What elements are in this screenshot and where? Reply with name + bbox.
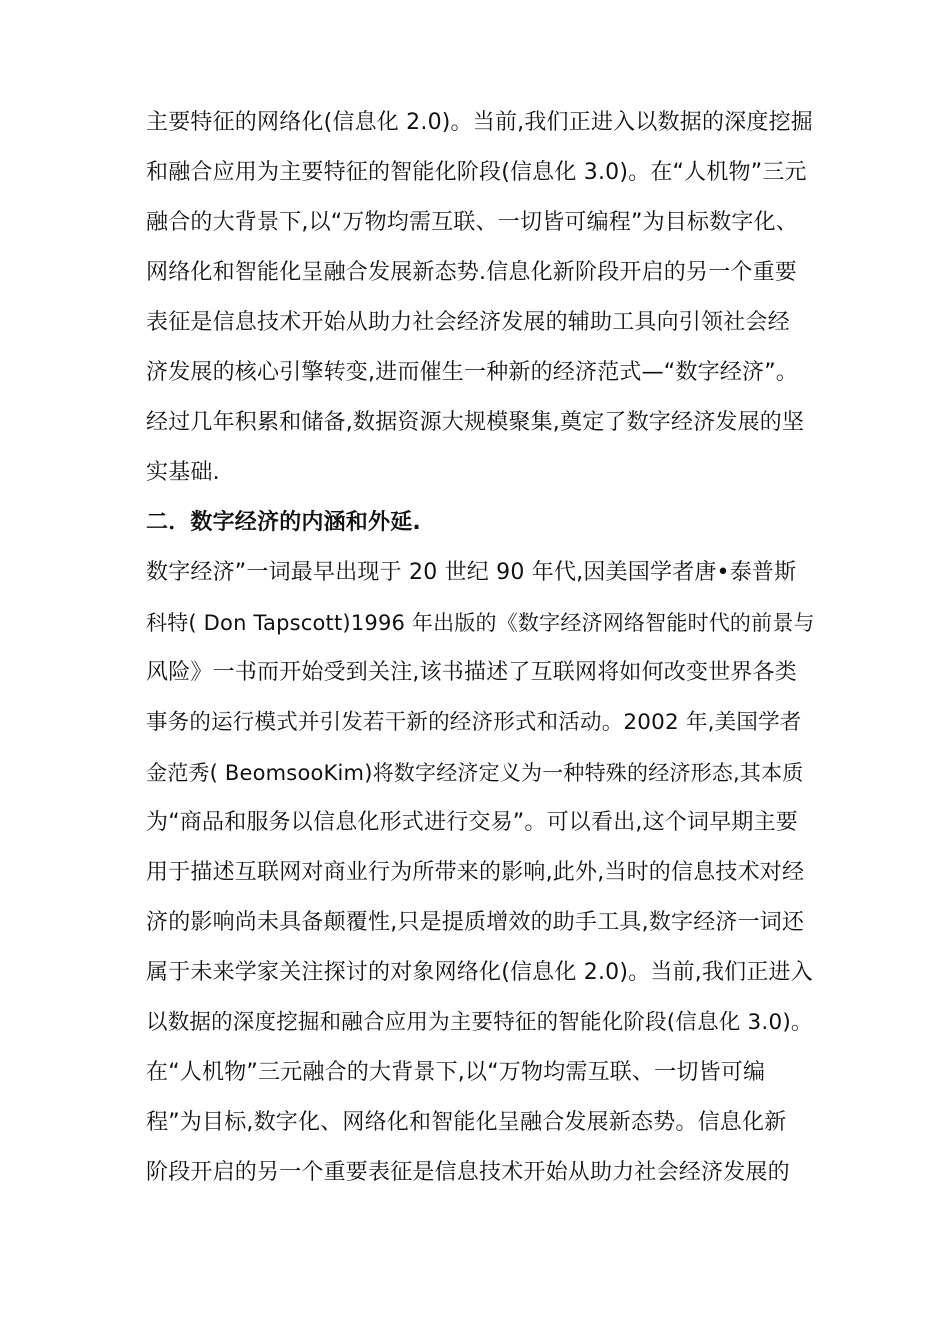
paragraph-line: 经过几年积累和储备,数据资源大规模聚集,奠定了数字经济发展的坚 bbox=[146, 410, 805, 435]
paragraph-line: 科特( Don Tapscott)1996 年出版的《数字经济网络智能时代的前景与 bbox=[146, 611, 815, 635]
paragraph-line: 主要特征的网络化(信息化 2.0)。当前,我们正进入以数据的深度挖掘 bbox=[146, 110, 813, 135]
paragraph-line: 为“商品和服务以信息化形式进行交易”。可以看出,这个词早期主要 bbox=[146, 810, 798, 835]
paragraph-line: 程”为目标,数字化、网络化和智能化呈融合发展新态势。信息化新 bbox=[146, 1110, 787, 1135]
section-heading: 二．数字经济的内涵和外延. bbox=[146, 510, 421, 535]
paragraph-line: 济的影响尚未具备颠覆性,只是提质增效的助手工具,数字经济一词还 bbox=[146, 910, 805, 935]
document-text bbox=[146, 98, 816, 1198]
paragraph-line: 事务的运行模式并引发若干新的经济形式和活动。2002 年,美国学者 bbox=[146, 710, 802, 735]
paragraph-line: 风险》一书而开始受到关注,该书描述了互联网将如何改变世界各类 bbox=[146, 660, 797, 685]
paragraph-line: 在“人机物”三元融合的大背景下,以“万物均需互联、一切皆可编 bbox=[146, 1060, 766, 1085]
paragraph-line: 和融合应用为主要特征的智能化阶段(信息化 3.0)。在“人机物”三元 bbox=[146, 160, 807, 185]
paragraph-line: 用于描述互联网对商业行为所带来的影响,此外,当时的信息技术对经 bbox=[146, 860, 805, 885]
paragraph-line: 融合的大背景下,以“万物均需互联、一切皆可编程”为目标数字化、 bbox=[146, 210, 798, 235]
paragraph-line: 以数据的深度挖掘和融合应用为主要特征的智能化阶段(信息化 3.0)。 bbox=[146, 1010, 813, 1035]
paragraph-line: 金范秀( BeomsooKim)将数字经济定义为一种特殊的经济形态,其本质 bbox=[146, 761, 804, 785]
paragraph-line: 属于未来学家关注探讨的对象网络化(信息化 2.0)。当前,我们正进入 bbox=[146, 960, 813, 985]
paragraph-line: 网络化和智能化呈融合发展新态势.信息化新阶段开启的另一个重要 bbox=[146, 260, 797, 285]
paragraph-line: 表征是信息技术开始从助力社会经济发展的辅助工具向引领社会经 bbox=[146, 310, 790, 335]
paragraph-line: 实基础. bbox=[146, 460, 220, 485]
paragraph-line: 济发展的核心引擎转变,进而催生一种新的经济范式—“数字经济”。 bbox=[146, 360, 798, 385]
paragraph-line: 数字经济”一词最早出现于 20 世纪 90 年代,因美国学者唐•泰普斯 bbox=[146, 560, 797, 585]
paragraph-line: 阶段开启的另一个重要表征是信息技术开始从助力社会经济发展的 bbox=[146, 1160, 790, 1185]
